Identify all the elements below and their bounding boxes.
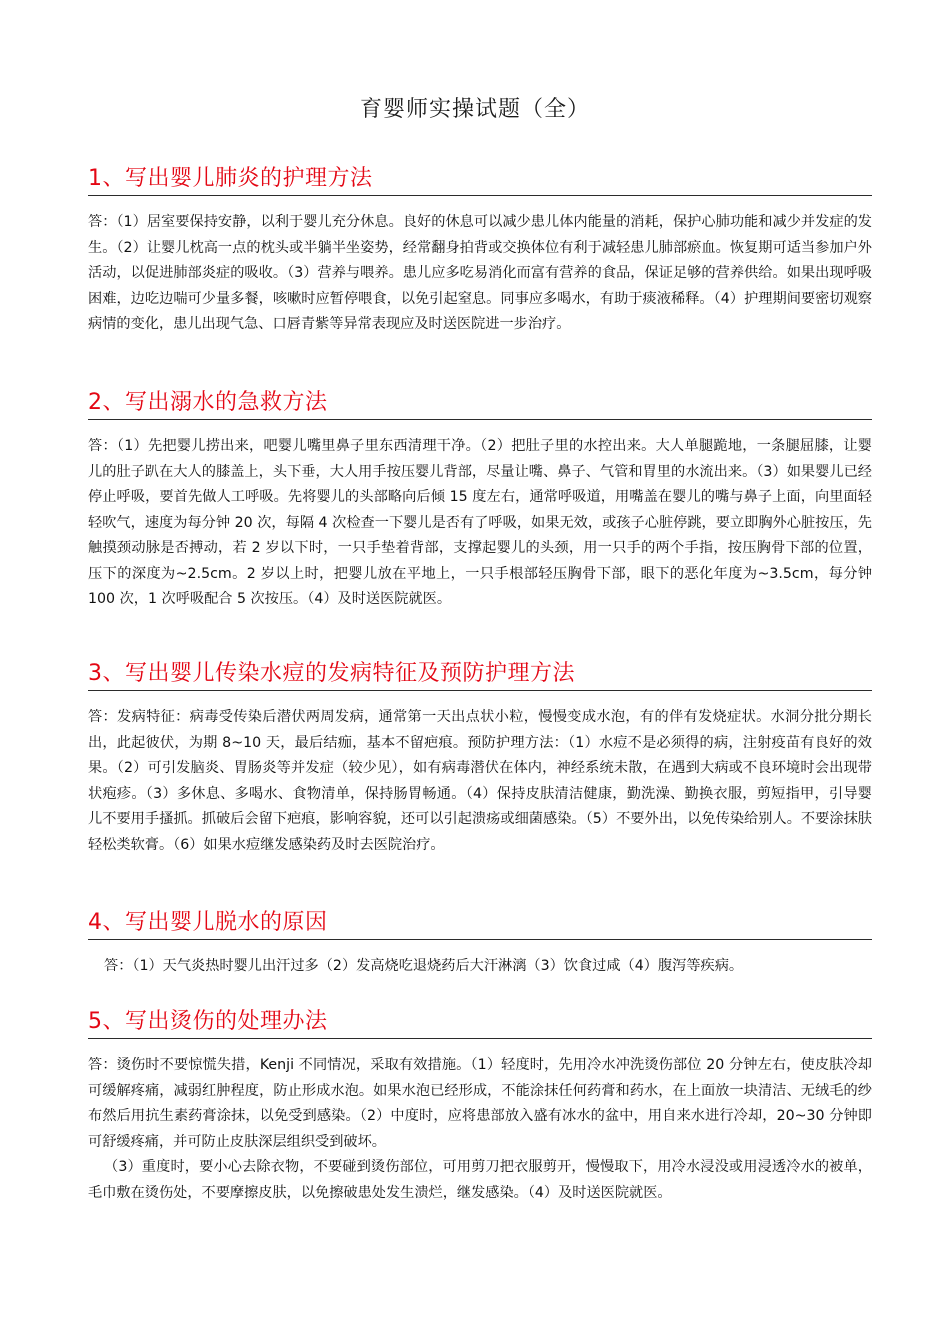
section-drowning xyxy=(88,389,872,613)
section-chickenpox xyxy=(88,660,872,858)
section-heading: 4、写出婴儿脱水的原因 xyxy=(88,909,872,940)
section-heading: 1、写出婴儿肺炎的护理方法 xyxy=(88,165,872,196)
section-heading: 3、写出婴儿传染水痘的发病特征及预防护理方法 xyxy=(88,660,872,691)
section-body: 答：烫伤时不要惊慌失措，Kenji 不同情况，采取有效措施。（1）轻度时，先用冷水冲洗烫伤部位 20 分钟左右，使皮肤冷却可缓解疼痛，减弱红肿程度，防止形成水泡。如果水泡已经形成，不能涂抹任何药膏和药水，在上面放一块清洁、无绒毛的纱布然后用抗生素药膏涂抹，以免受到感染。（2）中度时，应将患部放入盛有冰水的盆中，用自来水进行冷却，20~30 分钟即可舒缓疼痛，并可防止皮肤深层组织受到破坏。 xyxy=(88,1057,872,1150)
section-burns xyxy=(88,1008,872,1206)
section-body-continued: （3）重度时，要小心去除衣物，不要碰到烫伤部位，可用剪刀把衣服剪开，慢慢取下，用冷水浸没或用浸透冷水的被单，毛巾敷在烫伤处，不要摩擦皮肤，以免擦破患处发生溃烂，继发感染。（4）及时送医院就医。 xyxy=(88,1159,872,1201)
document-title: 育婴师实操试题（全） xyxy=(359,97,590,122)
section-heading: 5、写出烫伤的处理办法 xyxy=(88,1008,872,1039)
section-body: 答：（1）天气炎热时婴儿出汗过多（2）发高烧吃退烧药后大汗淋漓（3）饮食过咸（4）腹泻等疾病。 xyxy=(104,958,744,974)
section-body: 答：（1）先把婴儿捞出来，吧婴儿嘴里鼻子里东西清理干净。（2）把肚子里的水控出来。大人单腿跪地，一条腿屈膝，让婴儿的肚子趴在大人的膝盖上，头下垂，大人用手按压婴儿背部，尽量让嘴、鼻子、气管和胃里的水流出来。（3）如果婴儿已经停止呼吸，要首先做人工呼吸。先将婴儿的头部略向后倾 15 度左右，通常呼吸道，用嘴盖在婴儿的嘴与鼻子上面，向里面轻轻吹气，速度为每分钟 20 次，每隔 4 次检查一下婴儿是否有了呼吸，如果无效，或孩子心脏停跳，要立即胸外心脏按压，先触摸颈动脉是否搏动，若 2 岁以下时，一只手垫着背部，支撑起婴儿的头颈，用一只手的两个手指，按压胸骨下部的位置，压下的深度为~2.5cm。2 岁以上时，把婴儿放在平地上，一只手根部轻压胸骨下部，眼下的恶化年度为~3.5cm，每分钟 100 次，1 次呼吸配合 5 次按压。（4）及时送医院就医。 xyxy=(88,438,872,607)
section-heading: 2、写出溺水的急救方法 xyxy=(88,389,872,420)
section-body: 答：发病特征：病毒受传染后潜伏两周发病，通常第一天出点状小粒，慢慢变成水泡，有的伴有发烧症状。水洞分批分期长出，此起彼伏，为期 8~10 天，最后结痂，基本不留疤痕。预防护理方法：（1）水痘不是必须得的病，注射疫苗有良好的效果。（2）可引发脑炎、胃肠炎等并发症（较少见），如有病毒潜伏在体内，神经系统未散，在遇到大病或不良环境时会出现带状疱疹。（3）多休息、多喝水、食物清单，保持肠胃畅通。（4）保持皮肤清洁健康，勤洗澡、勤换衣服，剪短指甲，引导婴儿不要用手搔抓。抓破后会留下疤痕，影响容貌，还可以引起溃疡或细菌感染。（5）不要外出，以免传染给别人。不要涂抹肤轻松类软膏。（6）如果水痘继发感染药及时去医院治疗。 xyxy=(88,709,872,853)
section-pneumonia xyxy=(88,165,872,338)
section-dehydration xyxy=(88,909,872,980)
section-body: 答：（1）居室要保持安静，以利于婴儿充分休息。良好的休息可以减少患儿体内能量的消耗，保护心肺功能和减少并发症的发生。（2）让婴儿枕高一点的枕头或半躺半坐姿势，经常翻身拍背或交换体位有利于减轻患儿肺部瘀血。恢复期可适当参加户外活动，以促进肺部炎症的吸收。（3）营养与喂养。患儿应多吃易消化而富有营养的食品，保证足够的营养供给。如果出现呼吸困难，边吃边喘可少量多餐，咳嗽时应暂停喂食，以免引起窒息。同事应多喝水，有助于痰液稀释。（4）护理期间要密切观察病情的变化，患儿出现气急、口唇青紫等异常表现应及时送医院进一步治疗。 xyxy=(88,214,872,332)
